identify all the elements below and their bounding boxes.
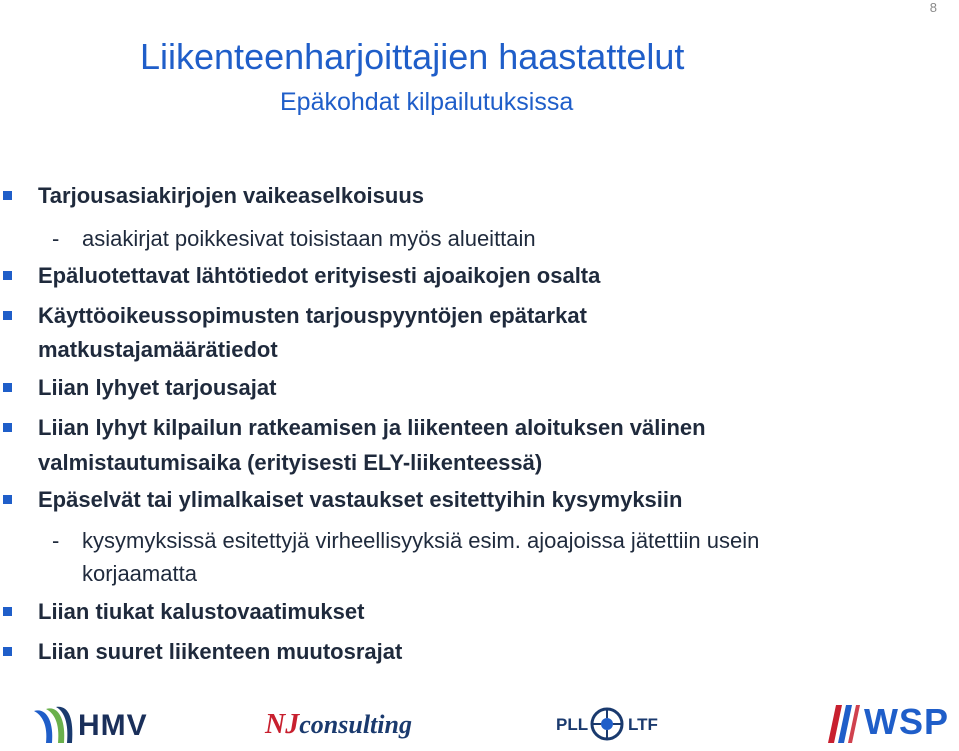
dash-marker: - (52, 226, 60, 251)
square-bullet-icon (3, 423, 12, 432)
slide-subtitle: Epäkohdat kilpailutuksissa (280, 88, 574, 116)
bullet-item (38, 303, 587, 329)
hmv-logo (32, 703, 152, 747)
square-bullet-icon (3, 383, 12, 392)
bullet-continuation: valmistautumisaika (erityisesti ELY-liikenteessä) (38, 450, 543, 475)
pll-bus-wheel-icon (590, 707, 624, 741)
bullet-text: Epäselvät tai ylimalkaiset vastaukset esitettyihin kysymyksiin (38, 487, 683, 512)
square-bullet-icon (3, 495, 12, 504)
nj-logo-suffix: consulting (299, 710, 412, 739)
pll-ltf-logo (556, 707, 666, 743)
sub-continuation: korjaamatta (82, 561, 197, 586)
square-bullet-icon (3, 607, 12, 616)
bullet-text: Liian suuret liikenteen muutosrajat (38, 639, 403, 664)
sub-item (52, 226, 536, 252)
sub-text: asiakirjat poikkesivat toisistaan myös alueittain (82, 226, 536, 251)
square-bullet-icon (3, 647, 12, 656)
square-bullet-icon (3, 271, 12, 280)
dash-marker: - (52, 528, 60, 553)
bullet-item (38, 415, 706, 441)
bullet-text: Liian tiukat kalustovaatimukset (38, 599, 365, 624)
nj-logo-prefix: NJ (265, 709, 300, 740)
square-bullet-icon (3, 191, 12, 200)
hmv-swoosh-icon (32, 703, 74, 747)
sub-text: kysymyksissä esitettyjä virheellisyyksiä esim. ajoajoissa jätettiin usein (82, 528, 760, 553)
square-bullet-icon (3, 311, 12, 320)
sub-item (52, 528, 759, 554)
bullet-item (38, 375, 276, 401)
bullet-text: Tarjousasiakirjojen vaikeaselkoisuus (38, 183, 425, 208)
bullet-item (38, 487, 682, 513)
pll-logo-text: PLL (556, 715, 589, 734)
logo-bar (0, 695, 959, 751)
page-number: 8 (929, 0, 937, 15)
bullet-text: Epäluotettavat lähtötiedot erityisesti ajoaikojen osalta (38, 263, 601, 288)
slide-title: Liikenteenharjoittajien haastattelut (140, 36, 685, 77)
bullet-text: Liian lyhyt kilpailun ratkeamisen ja liikenteen aloituksen välinen (38, 415, 706, 440)
bullet-continuation: matkustajamäärätiedot (38, 337, 278, 362)
njconsulting-logo (265, 709, 425, 745)
bullet-item (38, 599, 364, 625)
bullet-item (38, 183, 424, 209)
hmv-logo-text: HMV (78, 709, 148, 742)
wsp-logo-text: WSP (864, 701, 950, 742)
wsp-logo (826, 701, 956, 747)
bullet-text: Liian lyhyet tarjousajat (38, 375, 277, 400)
ltf-logo-text: LTF (628, 715, 658, 734)
wsp-flag-icon (826, 701, 862, 745)
bullet-item (38, 263, 600, 289)
bullet-item (38, 639, 402, 665)
bullet-text: Käyttöoikeussopimusten tarjouspyyntöjen epätarkat (38, 303, 587, 328)
